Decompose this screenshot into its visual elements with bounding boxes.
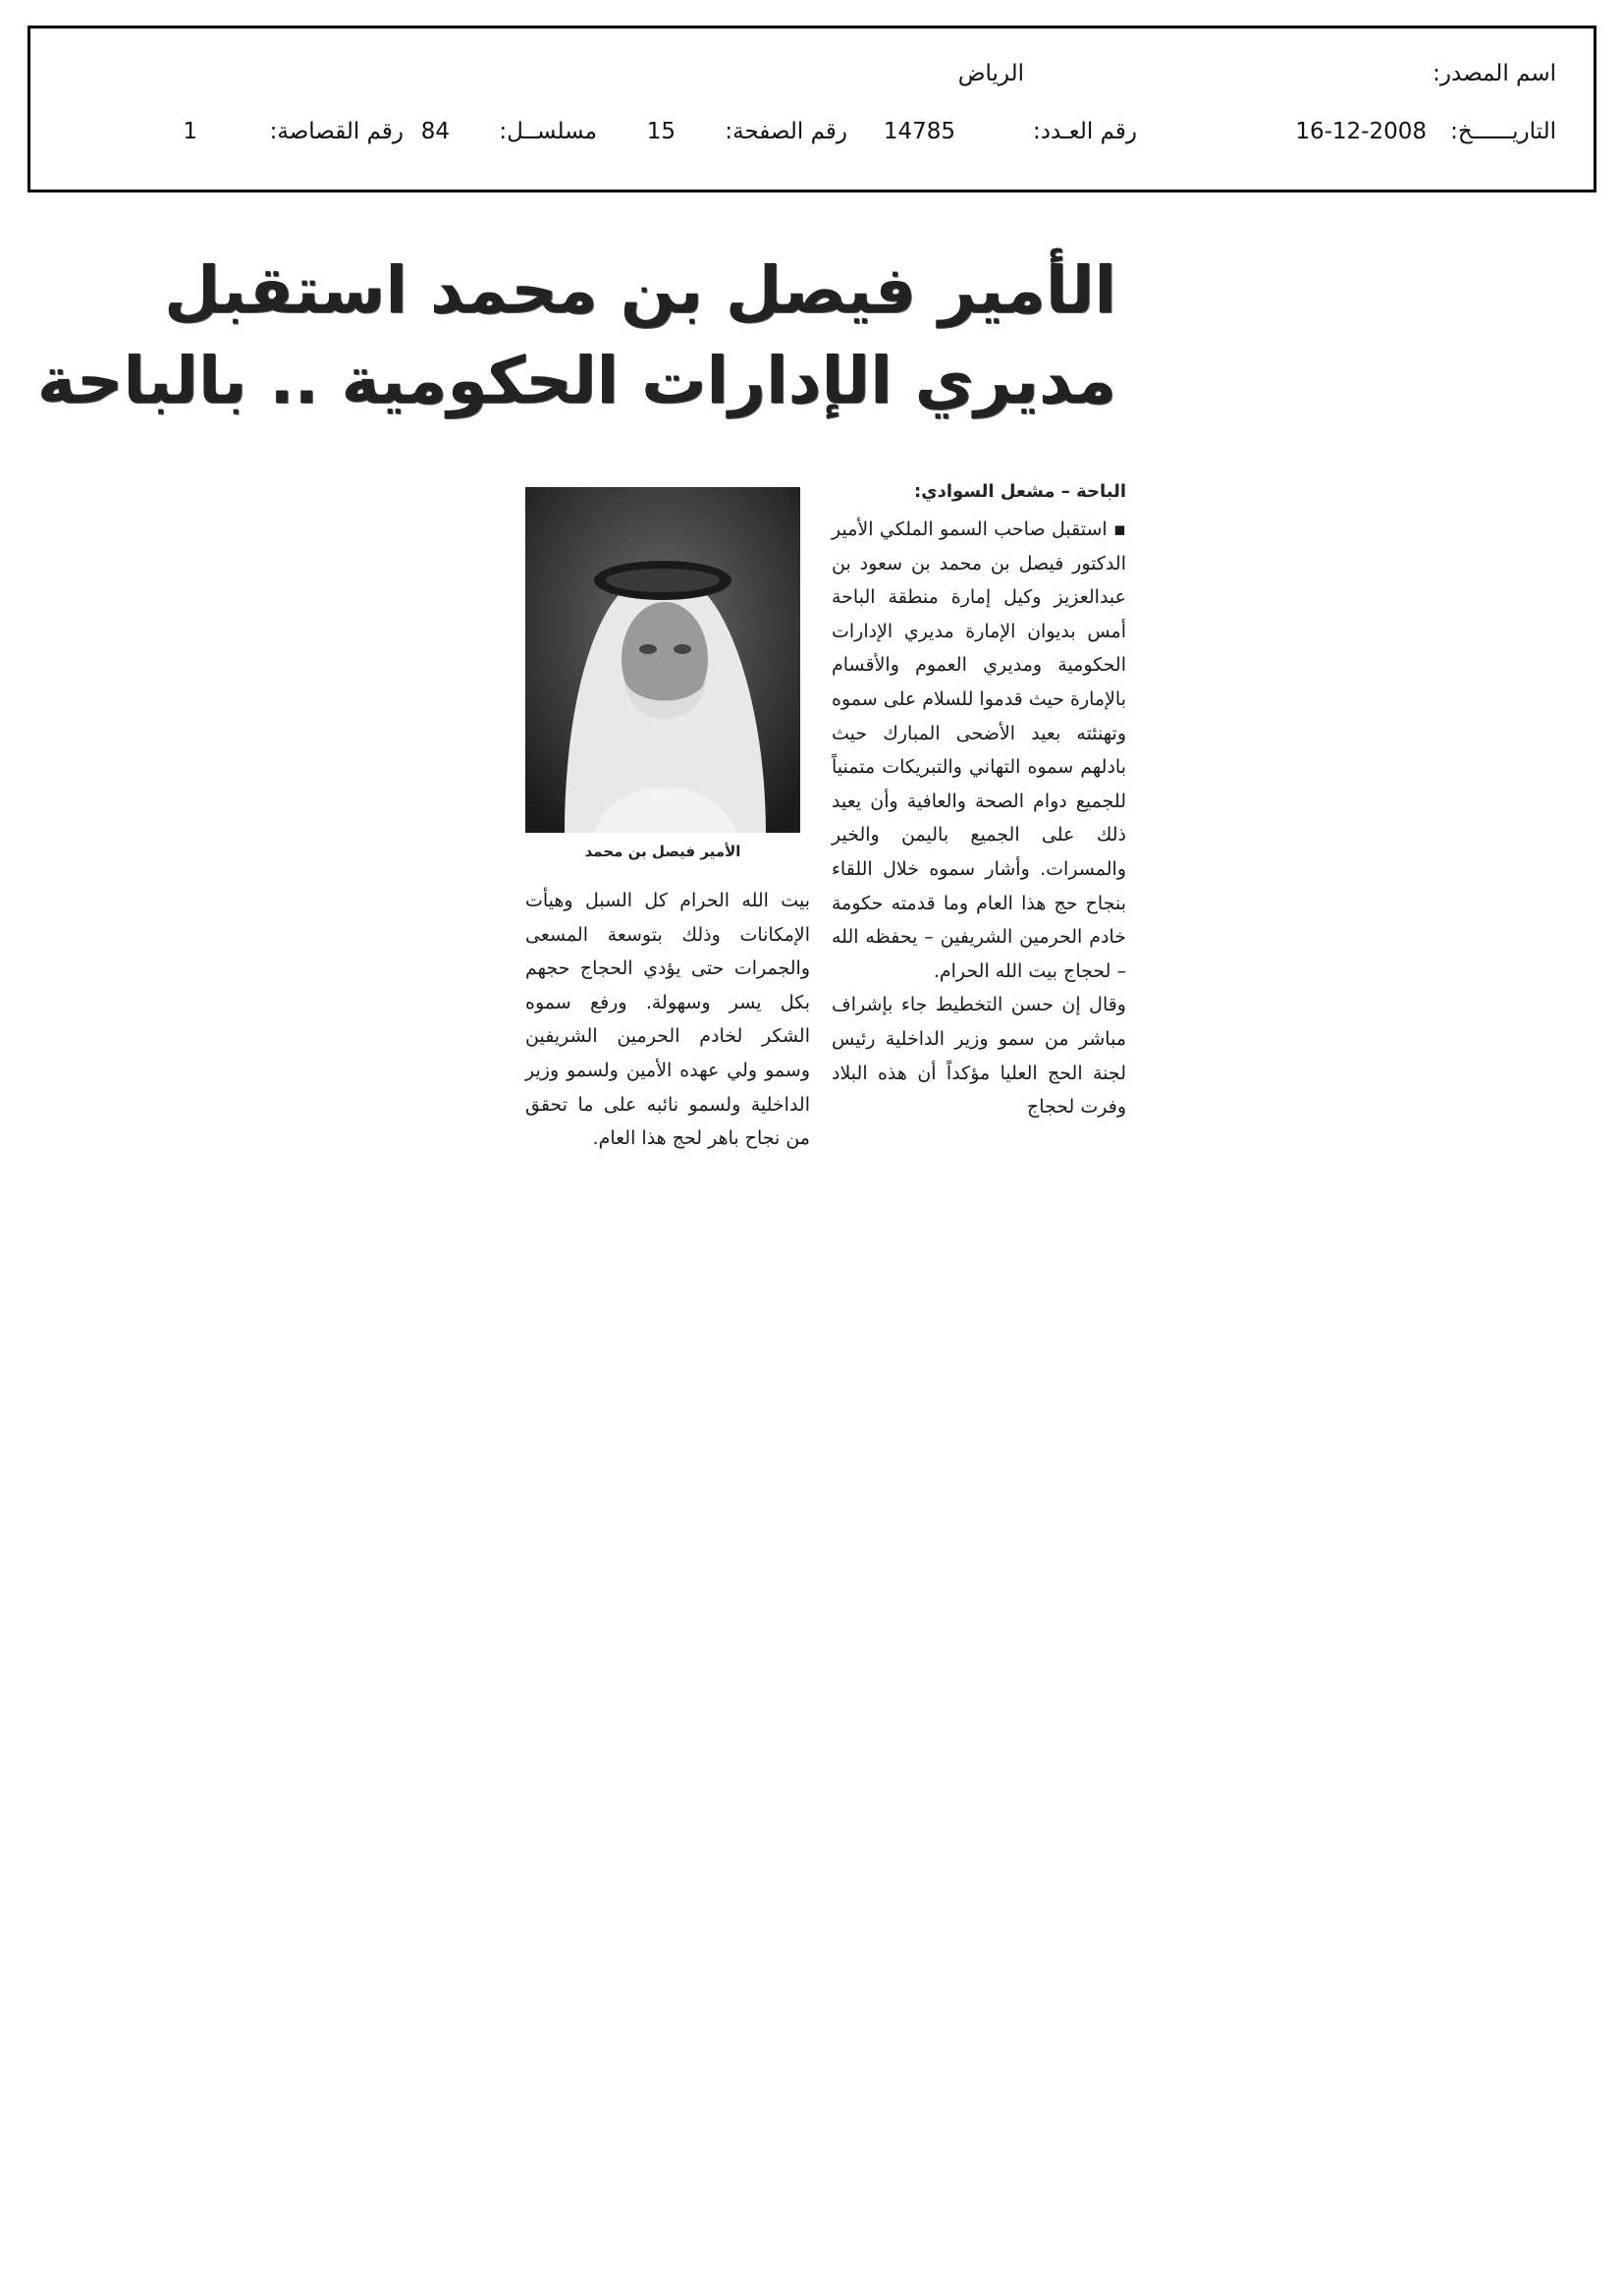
newspaper-clipping [36, 246, 1134, 1178]
clip-number-value: 1 [183, 119, 197, 144]
clip-number-label: رقم القصاصة: [269, 119, 404, 144]
photo-caption: الأمير فيصل بن محمد [584, 843, 741, 860]
article-paragraph-1: ▪ استقبل صاحب السمو الملكي الأمير الدكتور فيصل بن محمد بن سعود بن عبدالعزيز وكيل إمارة منطقة الباحة أمس بديوان الإمارة مديري الإدارات الحكومية ومديري العموم والأقسام بالإمارة حيث قدموا للسلام على سموه وتهنئته بعيد الأضحى المبارك حيث بادلهم سموه التهاني والتبريكات متمنياً للجميع دوام الصحة والعافية وأن يعيد ذلك على الجميع باليمن والخير والمسرات. وأشار سموه خلال اللقاء بنجاح حج هذا العام وما قدمته حكومة خادم الحرمين الشريفين – يحفظه الله – لحجاج بيت الله الحرام. [832, 519, 1126, 982]
date-value: 16-12-2008 [1295, 119, 1427, 144]
date-label: التاريــــــخ: [1450, 119, 1556, 144]
clipping-header-box [27, 26, 1596, 192]
article-headline [36, 246, 1116, 426]
serial-value: 84 [420, 119, 450, 144]
page-label: رقم الصفحة: [725, 119, 847, 144]
article-column-left [525, 884, 810, 1156]
issue-value: 14785 [883, 119, 955, 144]
serial-label: مسلســل: [499, 119, 597, 144]
page-value: 15 [646, 119, 676, 144]
article-paragraph-3: بيت الله الحرام كل السبل وهيأت الإمكانات وذلك بتوسعة المسعى والجمرات حتى يؤدي الحجاج حجهم بكل يسر وسهولة. ورفع سموه الشكر لخادم الحرمين الشريفين وسمو ولي عهده الأمين ولسمو وزير الداخلية ولسمو نائبه على ما تحقق من نجاح باهر لحج هذا العام. [525, 890, 810, 1150]
article-paragraph-2: وقال إن حسن التخطيط جاء بإشراف مباشر من سمو وزير الداخلية رئيس لجنة الحج العليا مؤكداً أن هذه البلاد وفرت لحجاج [832, 994, 1126, 1119]
article-column-right [832, 513, 1126, 1124]
portrait-photo [525, 487, 800, 833]
headline-line-1: الأمير فيصل بن محمد استقبل [164, 252, 1116, 328]
portrait-image [525, 487, 800, 833]
article-byline: الباحة – مشعل السوادي: [913, 481, 1126, 502]
issue-label: رقم العـدد: [1032, 119, 1137, 144]
headline-line-2: مديري الإدارات الحكومية .. بالباحة [36, 343, 1116, 418]
source-label: اسم المصدر: [1433, 61, 1556, 86]
source-value: الرياض [957, 61, 1024, 86]
